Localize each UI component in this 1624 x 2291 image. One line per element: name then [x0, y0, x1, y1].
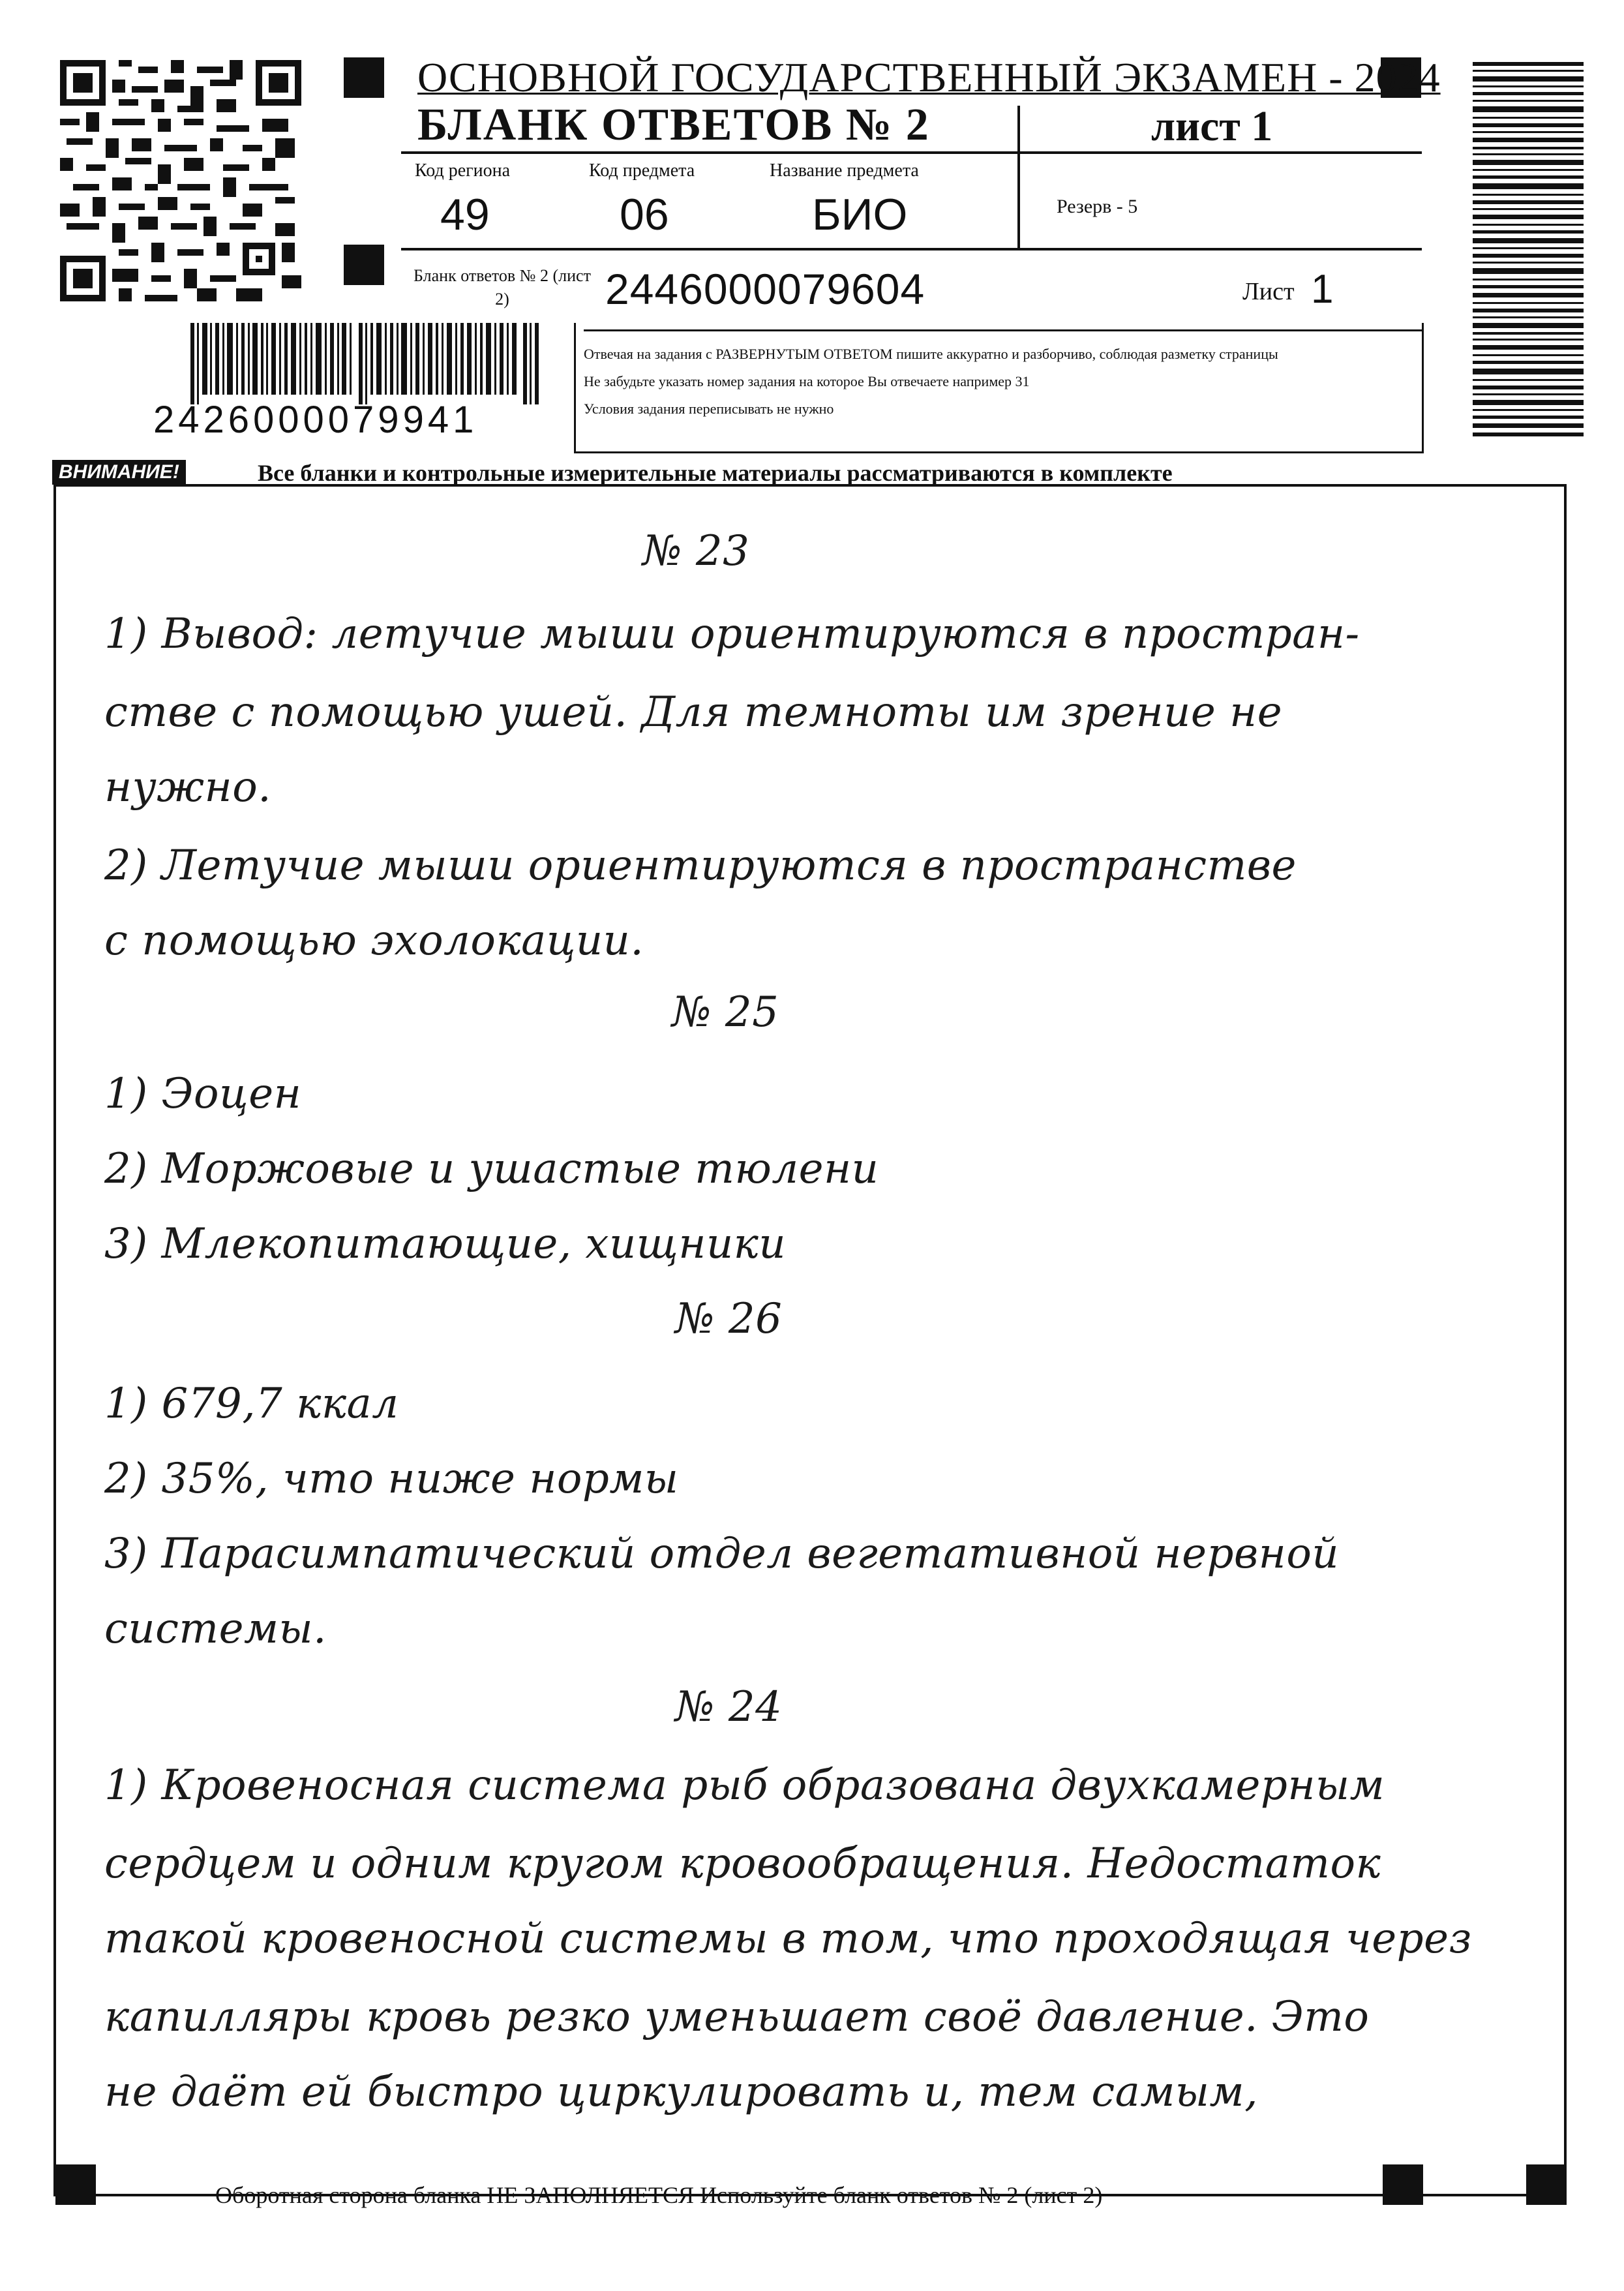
answer-line: 1) 679,7 ккал	[104, 1380, 399, 1428]
exam-title: ОСНОВНОЙ ГОСУДАРСТВЕННЫЙ ЭКЗАМЕН - 2024	[417, 54, 1441, 100]
answer-line: 1) Кровеносная система рыб образована двухкамерным	[104, 1761, 1385, 1810]
answer-line: 2) Летучие мыши ориентируются в пространстве	[104, 842, 1297, 890]
instruction-left-border	[574, 323, 576, 453]
attention-tag: ВНИМАНИЕ!	[52, 460, 186, 485]
attention-text: Все бланки и контрольные измерительные материалы рассматриваются в комплекте	[258, 460, 1173, 486]
qr-code-icon	[60, 60, 301, 301]
region-label: Код региона	[415, 160, 511, 181]
answer-line: стве с помощью ушей. Для темноты им зрение не	[104, 688, 1283, 736]
blank-label: Бланк ответов № 2 (лист 2)	[414, 266, 591, 309]
sheet-title: лист 1	[1151, 102, 1273, 150]
header-divider-2	[401, 248, 1422, 250]
instruction-line-1: Отвечая на задания с РАЗВЕРНУТЫМ ОТВЕТОМ пишите аккуратно и разборчиво, соблюдая разметку страницы	[584, 346, 1278, 362]
answer-line: такой кровеносной системы в том, что проходящая через	[104, 1915, 1472, 1963]
blank-number: 2446000079604	[605, 265, 925, 313]
answer-line: с помощью эхолокации.	[104, 917, 644, 965]
barcode-vertical-icon	[1473, 62, 1584, 440]
list-label: Лист	[1242, 278, 1295, 305]
answer-line: 3) Парасимпатический отдел вегетативной нервной	[104, 1530, 1340, 1578]
region-value: 49	[440, 190, 490, 239]
answer-line: 2) 35%, что ниже нормы	[104, 1455, 679, 1503]
instruction-right-border	[1422, 323, 1424, 453]
answer-line: сердцем и одним кругом кровообращения. Недостаток	[104, 1840, 1381, 1888]
task-25-title: № 25	[672, 988, 779, 1037]
corner-marker-top-left	[344, 57, 384, 98]
task-24-title: № 24	[675, 1683, 783, 1731]
header-vertical-divider	[1017, 106, 1020, 248]
header-divider-1	[401, 151, 1422, 154]
barcode-number: 2426000079941	[153, 399, 478, 441]
instruction-bottom-border	[574, 451, 1424, 453]
instruction-line-3: Условия задания переписывать не нужно	[584, 401, 834, 417]
instruction-line-2: Не забудьте указать номер задания на которое Вы отвечаете например 31	[584, 373, 1030, 389]
answer-line: системы.	[104, 1605, 327, 1653]
subject-name-value: БИО	[812, 190, 908, 239]
subject-code-value: 06	[620, 190, 669, 239]
subject-name-label: Название предмета	[770, 160, 919, 181]
task-26-title: № 26	[675, 1295, 783, 1343]
answer-line: 1) Эоцен	[104, 1070, 302, 1118]
footer-note: Оборотная сторона бланка НЕ ЗАПОЛНЯЕТСЯ Используйте бланк ответов № 2 (лист 2)	[215, 2182, 1103, 2208]
answer-line: 3) Млекопитающие, хищники	[104, 1220, 787, 1268]
header-divider-3	[584, 329, 1422, 331]
answer-line: капилляры кровь резко уменьшает своё давление. Это	[104, 1993, 1370, 2041]
subject-code-label: Код предмета	[589, 160, 695, 181]
corner-marker-mid-left	[344, 245, 384, 285]
answer-line: не даёт ей быстро циркулировать и, тем самым,	[104, 2068, 1258, 2116]
task-23-title: № 23	[642, 527, 750, 575]
answer-line: 2) Моржовые и ушастые тюлени	[104, 1145, 879, 1193]
list-number: 1	[1311, 267, 1334, 312]
answer-line: 1) Вывод: летучие мыши ориентируются в простран-	[104, 610, 1360, 658]
barcode-horizontal-icon	[190, 323, 543, 404]
reserve-field: Резерв - 5	[1057, 196, 1138, 217]
form-title: БЛАНК ОТВЕТОВ № 2	[417, 100, 930, 150]
answer-line: нужно.	[104, 763, 272, 812]
